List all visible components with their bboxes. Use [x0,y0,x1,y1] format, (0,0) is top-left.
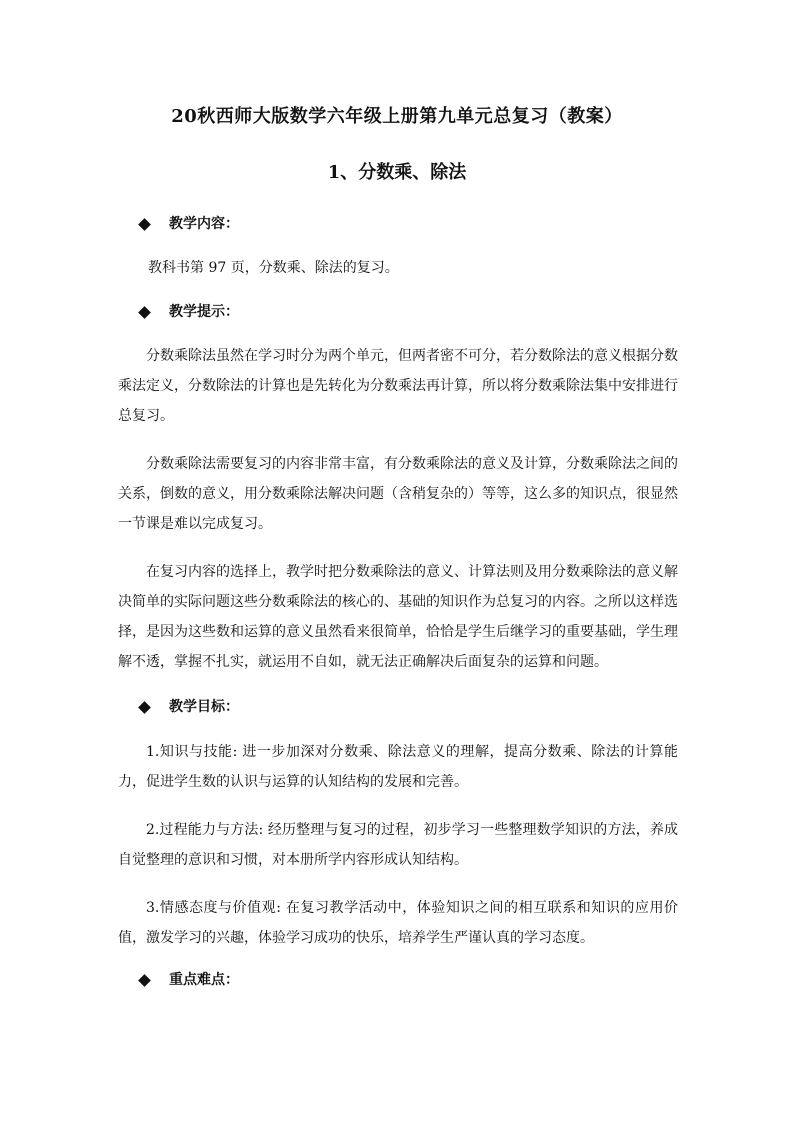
diamond-bullet-icon [138,218,151,231]
diamond-bullet-icon [138,306,151,319]
diamond-bullet-icon [138,974,151,987]
goal-paragraph-3: 3.情感态度与价值观: 在复习教学活动中，体验知识之间的相互联系和知识的应用价值，激发学习的兴趣，体验学习成功的快乐，培养学生严谨认真的学习态度。 [118,900,678,946]
heading-teaching-content [138,214,239,234]
heading-label: 重点难点： [169,972,239,988]
heading-label: 教学内容： [169,216,239,232]
goal-paragraph-2: 2.过程能力与方法: 经历整理与复习的过程，初步学习一些整理数学知识的方法，养成自觉整理的意识和习惯，对本册所学内容形成认知结构。 [118,822,678,868]
goal-paragraph-1: 1.知识与技能: 进一步加深对分数乘、除法意义的理解，提高分数乘、除法的计算能力，促进学生数的认识与运算的认知结构的发展和完善。 [118,744,678,790]
hint-paragraph-2: 分数乘除法需要复习的内容非常丰富，有分数乘除法的意义及计算，分数乘除法之间的关系，倒数的意义，用分数乘除法解决问题（含稍复杂的）等等，这么多的知识点，很显然一节课是难以完成复习。 [118,456,678,532]
heading-teaching-hint [138,302,239,322]
section-title: 1、分数乘、除法 [327,162,467,183]
document-title: 20秋西师大版数学六年级上册第九单元总复习（教案） [171,106,623,127]
hint-paragraph-1: 分数乘除法虽然在学习时分为两个单元，但两者密不可分，若分数除法的意义根据分数乘法定义，分数除法的计算也是先转化为分数乘法再计算，所以将分数乘除法集中安排进行总复习。 [118,348,678,424]
content-paragraph: 教科书第 97 页，分数乘、除法的复习。 [148,260,399,276]
hint-paragraph-3: 在复习内容的选择上，教学时把分数乘除法的意义、计算法则及用分数乘除法的意义解决简单的实际问题这些分数乘除法的核心的、基础的知识作为总复习的内容。之所以这样选择，是因为这些数和运算的意义虽然看来很简单，恰恰是学生后继学习的重要基础，学生理解不透，掌握不扎实，就运用不自如，就无法正确解决后面复杂的运算和问题。 [118,564,678,670]
diamond-bullet-icon [138,701,151,714]
heading-key-points [138,970,239,990]
heading-label: 教学提示： [169,304,239,320]
heading-teaching-goals [138,697,239,717]
heading-label: 教学目标： [169,699,239,715]
